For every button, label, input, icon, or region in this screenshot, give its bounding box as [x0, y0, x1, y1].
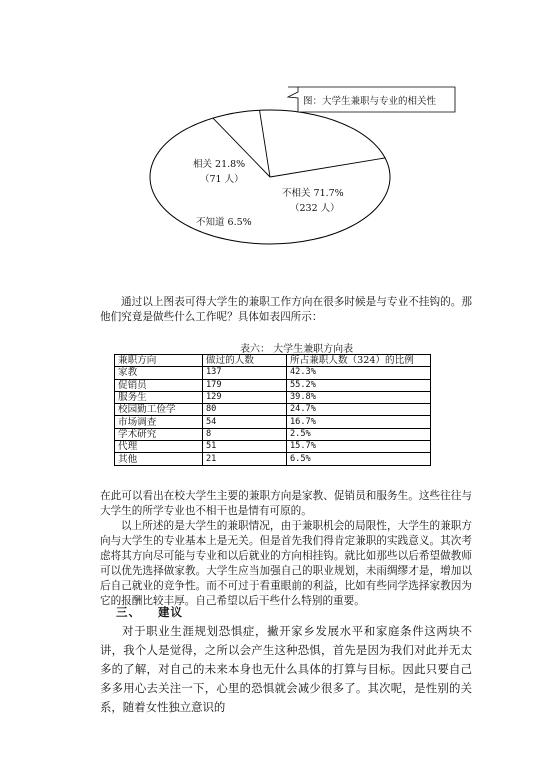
cell-ratio: 6.5%: [287, 453, 431, 465]
table-row: [115, 391, 431, 403]
table-caption: 表六： 大学生兼职方向表: [240, 344, 354, 355]
paragraph-table-summary: 在此可以看出在校大学生主要的兼职方向是家教、促销员和服务生。这些往往与大学生的所学专业也不相干也是情有可原的。: [100, 490, 472, 517]
cell-count: 129: [203, 391, 287, 403]
header-count: 做过的人数: [203, 355, 287, 367]
cell-count: 8: [203, 428, 287, 440]
table-row: [115, 367, 431, 379]
cell-ratio: 39.8%: [287, 391, 431, 403]
cell-direction: 代理: [115, 441, 203, 453]
slice-related-edge: [260, 110, 270, 177]
section-number: 三、: [116, 605, 141, 619]
section-title: 建议: [158, 605, 184, 619]
cell-count: 137: [203, 367, 287, 379]
cell-ratio: 55.2%: [287, 379, 431, 391]
cell-direction: 学术研究: [115, 428, 203, 440]
cell-direction: 家教: [115, 367, 203, 379]
paragraph-analysis: 以上所述的是大学生的兼职情况，由于兼职机会的局限性，大学生的兼职方向与大学生的专业基本上是无关。但是首先我们得肯定兼职的实践意义。其次考虑将其方向尽可能与专业和以后就业的方向相挂钩。就比如那些以后希望做教师可以优先选择做家教。大学生应当加强自己的职业规划，未雨绸缪才是，增加以后自己就业的竞争性。而不可过于看重眼前的利益，比如有些同学选择家教因为它的报酬比较丰厚。自己希望以后干些什么特别的重要。: [100, 520, 472, 607]
section-heading: [116, 604, 183, 620]
header-direction: 兼职方向: [115, 355, 203, 367]
table-row: [115, 379, 431, 391]
slice-unrelated-edge: [270, 158, 385, 177]
pie-chart: [0, 0, 549, 300]
part-time-direction-table: [114, 354, 431, 466]
cell-direction: 校园勤工俭学: [115, 404, 203, 416]
cell-ratio: 42.3%: [287, 367, 431, 379]
cell-count: 21: [203, 453, 287, 465]
slice-label-unrelated: 不相关 71.7%: [282, 188, 344, 199]
pie-title: 图：大学生兼职与专业的相关性: [303, 96, 437, 107]
table-row: [115, 453, 431, 465]
cell-ratio: 24.7%: [287, 404, 431, 416]
cell-ratio: 16.7%: [287, 416, 431, 428]
cell-count: 179: [203, 379, 287, 391]
cell-count: 80: [203, 404, 287, 416]
cell-direction: 服务生: [115, 391, 203, 403]
paragraph-suggestion: 对于职业生涯规划恐惧症，撇开家乡发展水平和家庭条件这两块不讲，我个人是觉得，之所以会产生这种恐惧，首先是因为我们对此并无太多的了解，对自己的未来本身也无什么具体的打算与目标。因此只要自己多多用心去关注一下，心里的恐惧就会减少很多了。其次呢，是性别的关系，随着女性独立意识的: [100, 624, 472, 714]
cell-ratio: 15.7%: [287, 441, 431, 453]
slice-count-related: （71 人）: [200, 174, 244, 185]
cell-direction: 促销员: [115, 379, 203, 391]
cell-count: 54: [203, 416, 287, 428]
table-row: [115, 404, 431, 416]
table-row: [115, 416, 431, 428]
cell-direction: 其他: [115, 453, 203, 465]
cell-direction: 市场调查: [115, 416, 203, 428]
paragraph-intro: 通过以上图表可得大学生的兼职工作方向在很多时候是与专业不挂钩的。那他们究竟是做些什么工作呢？具体如表四所示：: [100, 296, 472, 323]
table-row: [115, 428, 431, 440]
slice-count-unrelated: （232 人）: [290, 203, 340, 214]
cell-count: 51: [203, 441, 287, 453]
header-ratio: 所占兼职人数（324）的比例: [287, 355, 431, 367]
slice-label-related: 相关 21.8%: [193, 159, 246, 170]
table-row: [115, 441, 431, 453]
cell-ratio: 2.5%: [287, 428, 431, 440]
table-header-row: [115, 355, 431, 367]
slice-label-unknown: 不知道 6.5%: [196, 217, 252, 228]
